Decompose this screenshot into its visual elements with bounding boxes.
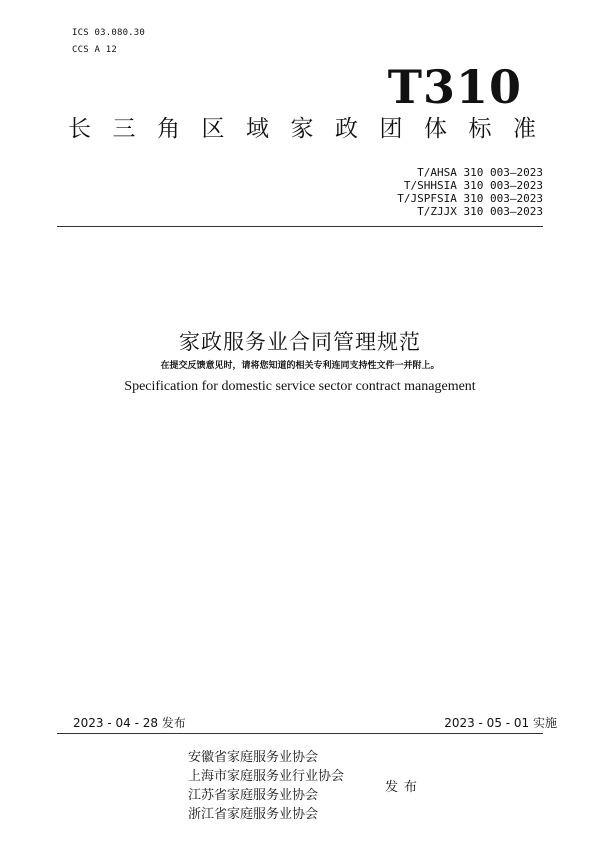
- top-divider: [57, 226, 543, 227]
- implement-date: 2023 - 05 - 01 实施: [444, 716, 557, 730]
- category-char: 团: [379, 116, 403, 142]
- title-english: Specification for domestic service sector contract management: [124, 379, 476, 394]
- category-char: 域: [246, 116, 269, 142]
- category-char: 体: [424, 116, 447, 142]
- issuer: 上海市家庭服务业行业协会: [188, 769, 345, 784]
- publish-date: 2023 - 04 - 28 发布: [73, 716, 186, 730]
- category-char: 准: [513, 116, 536, 142]
- standard-code: T310: [387, 60, 522, 114]
- category-char: 家: [290, 116, 314, 142]
- category-char: 区: [201, 116, 225, 142]
- patent-note: 在提交反馈意见时，请将您知道的相关专利连同支持性文件一并附上。: [160, 361, 440, 371]
- category-char: 三: [112, 116, 136, 142]
- issue-label: 发布: [385, 780, 424, 795]
- ccs-code: CCS A 12: [72, 45, 117, 55]
- standard-number: T/ZJJX 310 003—2023: [417, 205, 543, 218]
- issuer: 浙江省家庭服务业协会: [188, 807, 319, 822]
- category-char: 长: [68, 116, 91, 142]
- bottom-divider: [57, 733, 543, 734]
- category-char: 政: [335, 116, 358, 142]
- standard-numbers: [397, 166, 543, 218]
- issuer-list: [188, 748, 344, 824]
- standard-category: [68, 114, 536, 144]
- title-chinese: 家政服务业合同管理规范: [179, 330, 421, 354]
- category-char: 角: [157, 116, 180, 142]
- ics-code: ICS 03.080.30: [72, 28, 146, 38]
- standard-number: T/SHHSIA 310 003—2023: [403, 179, 543, 192]
- category-char: 标: [468, 116, 492, 142]
- issuer: 江苏省家庭服务业协会: [188, 788, 319, 803]
- standard-number: T/AHSA 310 003—2023: [417, 166, 543, 179]
- issuer: 安徽省家庭服务业协会: [188, 750, 319, 765]
- standard-number: T/JSPFSIA 310 003—2023: [397, 192, 543, 205]
